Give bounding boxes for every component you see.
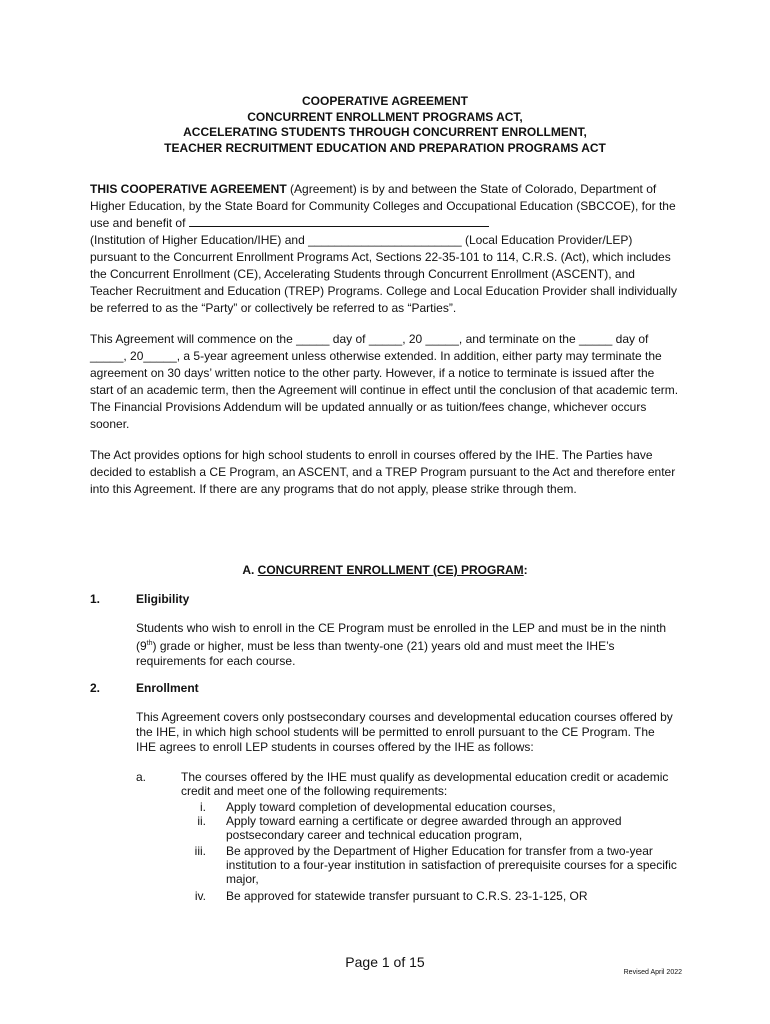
intro-text-1: (Agreement) is by and between the State of Colorado, Department of Higher Education, by the State Board for Community Colleges and Occupational Education (SBCCOE), for the use and benefit of (90, 182, 676, 230)
roman-3-text: Be approved by the Department of Higher Education for transfer from a two-year institution to a four-year institution in satisfaction of prerequisite courses for a specific major, (226, 844, 677, 886)
section-a-suffix: : (523, 563, 528, 577)
title-line-1: COOPERATIVE AGREEMENT (301, 94, 468, 108)
roman-1-text: Apply toward completion of developmental education courses, (226, 800, 556, 814)
item-2a-letter: a. (136, 770, 147, 784)
title-line-3: ACCELERATING STUDENTS THROUGH CONCURRENT ENROLLMENT, (183, 125, 587, 139)
item-2a-text: The courses offered by the IHE must qualify as developmental education credit or academic credit and meet one of the following requirements: (181, 770, 669, 798)
page-number: Page 1 of 15 (345, 954, 425, 970)
act-paragraph: The Act provides options for high school students to enroll in courses offered by the IHE. The Parties have decided to establish a CE Program, an ASCENT, and a TREP Program pursuant to the Act and therefore enter into this Agreement. If there are any programs that do not apply, please strike through them. (90, 448, 676, 496)
section-a-title: CONCURRENT ENROLLMENT (CE) PROGRAM (257, 563, 524, 577)
revised-date: Revised April 2022 (623, 969, 682, 976)
intro-text-2: (Institution of Higher Education/IHE) and _______________________ (Local Education Provider/LEP) pursuant to the Concurrent Enrollment Programs Act, Sections 22-35-101 to 114, C.R.S. (Act), which includes the Concurrent Enrollment (CE), Accelerating Students through Concurrent Enrollment (ASCENT), and Teacher Recruitment and Education (TREP) Programs. College and Local Education Provider shall individually be referred to as the “Party” or collectively be referred to as “Parties”. (90, 233, 677, 315)
intro-lead: THIS COOPERATIVE AGREEMENT (90, 182, 287, 196)
roman-1-number: i. (200, 800, 206, 814)
item-1-text-a: Students who wish to enroll in the CE Program must be enrolled in the LEP and must be in the ninth (9 (136, 621, 667, 653)
item-2-text: This Agreement covers only postsecondary courses and developmental education courses offered by the IHE, in which high school students will be permitted to enroll pursuant to the CE Program. The IHE agrees to enroll LEP students in courses offered by the IHE as follows: (136, 710, 673, 754)
item-1-sup: th (146, 640, 153, 647)
item-2-title: Enrollment (136, 681, 199, 695)
roman-3-number: iii. (194, 844, 206, 858)
item-1-text (136, 621, 676, 669)
item-2-number: 2. (90, 681, 101, 695)
term-paragraph: This Agreement will commence on the _____ day of _____, 20 _____, and terminate on the _____ day of _____, 20_____, a 5-year agreement unless otherwise extended. In addition, either party may terminate the agreement on 30 days’ written notice to the other party. However, if a notice to terminate is issued after the start of an academic term, then the Agreement will continue in effect until the conclusion of that academic term. The Financial Provisions Addendum will be updated annually or as tuition/fees change, whichever occurs sooner. (90, 332, 679, 431)
intro-paragraph (90, 181, 680, 317)
title-line-2: CONCURRENT ENROLLMENT PROGRAMS ACT, (247, 109, 523, 124)
roman-4-number: iv. (194, 889, 206, 903)
item-1-title: Eligibility (136, 592, 190, 606)
item-1-text-b: ) grade or higher, must be less than twenty-one (21) years old and must meet the IHE’s requirements for each course. (136, 639, 615, 668)
title-line-4: TEACHER RECRUITMENT EDUCATION AND PREPARATION PROGRAMS ACT (164, 140, 606, 155)
document-title (0, 94, 770, 156)
section-a-heading (0, 563, 770, 577)
roman-2-number: ii. (197, 814, 206, 828)
roman-4-text: Be approved for statewide transfer pursuant to C.R.S. 23-1-125, OR (226, 889, 588, 903)
institution-blank-line (189, 215, 489, 227)
roman-2-text: Apply toward earning a certificate or degree awarded through an approved postsecondary career and technical education program, (226, 814, 622, 842)
section-a-prefix: A. (242, 563, 258, 577)
item-1-number: 1. (90, 592, 101, 606)
